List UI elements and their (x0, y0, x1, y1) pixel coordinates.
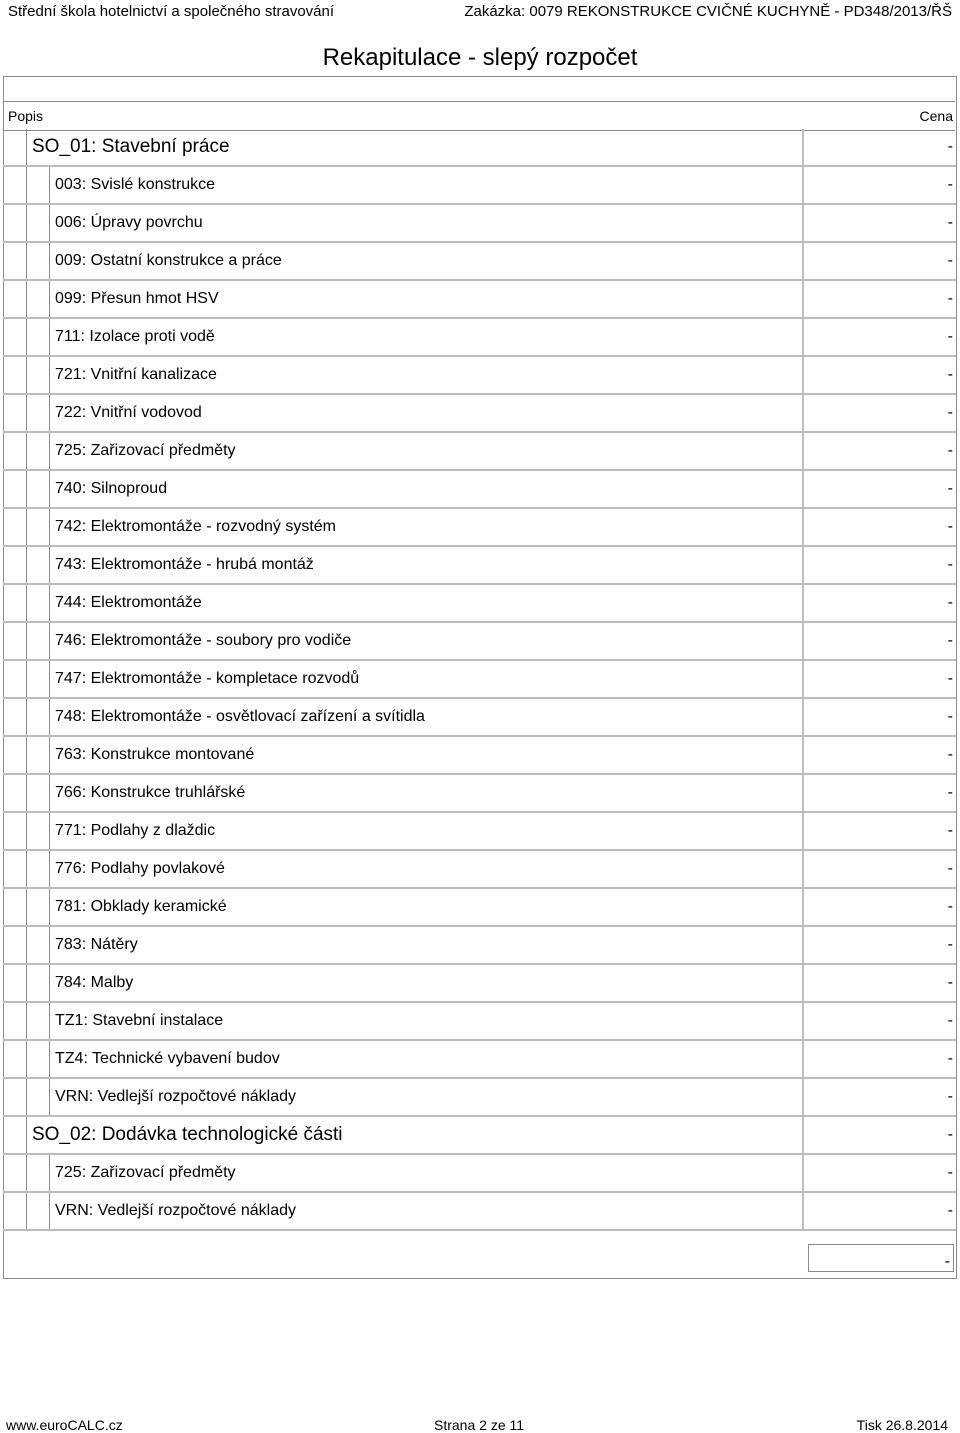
indent-divider (26, 1155, 27, 1191)
row-price: - (947, 708, 953, 725)
row-label: 763: Konstrukce montované (55, 746, 255, 763)
item-row (3, 167, 956, 205)
row-label: 743: Elektromontáže - hrubá montáž (55, 556, 314, 573)
item-row (3, 395, 956, 433)
header-order-info: Zakázka: 0079 REKONSTRUKCE CVIČNÉ KUCHYNĚ - PD348/2013/ŘŠ (464, 3, 952, 20)
item-row (3, 1193, 956, 1231)
row-price: - (947, 328, 953, 345)
total-row (3, 1239, 956, 1277)
footer-print-date: Tisk 26.8.2014 (856, 1417, 948, 1433)
row-price: - (947, 822, 953, 839)
item-row (3, 737, 956, 775)
row-label: 725: Zařizovací předměty (55, 1164, 236, 1181)
row-price: - (947, 1050, 953, 1067)
row-price: - (947, 936, 953, 953)
row-price: - (947, 290, 953, 307)
indent-divider (26, 775, 27, 811)
row-label: 771: Podlahy z dlaždic (55, 822, 216, 839)
row-label: 009: Ostatní konstrukce a práce (55, 252, 282, 269)
recap-table-body (3, 129, 956, 1231)
row-label: TZ1: Stavební instalace (55, 1012, 224, 1029)
indent-divider (26, 699, 27, 735)
table-column-header (4, 101, 955, 131)
row-price: - (947, 746, 953, 763)
section-row (3, 129, 956, 167)
row-label: 722: Vnitřní vodovod (55, 404, 202, 421)
item-row (3, 699, 956, 737)
row-price: - (947, 176, 953, 193)
indent-divider (26, 623, 27, 659)
row-price: - (947, 138, 953, 155)
row-price: - (947, 1164, 953, 1181)
row-label: 744: Elektromontáže (55, 594, 202, 611)
indent-divider (26, 167, 27, 203)
indent-divider (26, 395, 27, 431)
row-label: 784: Malby (55, 974, 134, 991)
indent-divider (26, 433, 27, 469)
item-row (3, 965, 956, 1003)
row-label: 006: Úpravy povrchu (55, 214, 203, 231)
item-row (3, 889, 956, 927)
indent-divider (26, 1079, 27, 1115)
item-row (3, 319, 956, 357)
indent-divider (26, 851, 27, 887)
row-price: - (947, 784, 953, 801)
row-price: - (947, 480, 953, 497)
row-price: - (947, 1088, 953, 1105)
row-price: - (947, 556, 953, 573)
indent-divider (26, 547, 27, 583)
item-row (3, 775, 956, 813)
row-price: - (947, 442, 953, 459)
item-row (3, 509, 956, 547)
item-row (3, 1079, 956, 1117)
indent-divider (26, 661, 27, 697)
item-row (3, 281, 956, 319)
item-row (3, 547, 956, 585)
indent-divider (26, 471, 27, 507)
row-label: 740: Silnoproud (55, 480, 168, 497)
indent-divider (26, 1193, 27, 1229)
column-header-price: Cena (919, 108, 953, 124)
total-price-box: - (808, 1244, 954, 1272)
row-price: - (947, 860, 953, 877)
row-label: 742: Elektromontáže - rozvodný systém (55, 518, 337, 535)
indent-divider (26, 205, 27, 241)
item-row (3, 205, 956, 243)
indent-divider (26, 509, 27, 545)
indent-divider (26, 319, 27, 355)
indent-divider (26, 965, 27, 1001)
row-label: TZ4: Technické vybavení budov (55, 1050, 280, 1067)
row-label: 711: Izolace proti vodě (55, 328, 215, 345)
row-price: - (947, 1202, 953, 1219)
row-label: 766: Konstrukce truhlářské (55, 784, 246, 801)
item-row (3, 1155, 956, 1193)
item-row (3, 661, 956, 699)
row-price: - (947, 632, 953, 649)
item-row (3, 585, 956, 623)
row-label: 748: Elektromontáže - osvětlovací zařízení a svítidla (55, 708, 425, 725)
indent-divider (26, 281, 27, 317)
item-row (3, 813, 956, 851)
row-price: - (947, 366, 953, 383)
row-label: SO_02: Dodávka technologické části (32, 1124, 343, 1145)
row-label: VRN: Vedlejší rozpočtové náklady (55, 1202, 297, 1219)
footer-page-number: Strana 2 ze 11 (434, 1417, 525, 1433)
row-price: - (947, 670, 953, 687)
indent-divider (26, 585, 27, 621)
indent-divider (26, 243, 27, 279)
column-header-description: Popis (8, 108, 44, 124)
indent-divider (26, 357, 27, 393)
item-row (3, 1003, 956, 1041)
footer-website[interactable]: www.euroCALC.cz (6, 1417, 123, 1433)
header-school-name: Střední škola hotelnictví a společného stravování (8, 3, 335, 20)
item-row (3, 927, 956, 965)
row-price: - (947, 974, 953, 991)
indent-divider (26, 737, 27, 773)
indent-divider (26, 889, 27, 925)
row-price: - (947, 518, 953, 535)
item-row (3, 243, 956, 281)
indent-divider (26, 927, 27, 963)
row-label: 746: Elektromontáže - soubory pro vodiče (55, 632, 352, 649)
row-label: 721: Vnitřní kanalizace (55, 366, 217, 383)
indent-divider (26, 813, 27, 849)
row-price: - (947, 1126, 953, 1143)
item-row (3, 851, 956, 889)
page-title: Rekapitulace - slepý rozpočet (322, 44, 638, 71)
indent-divider (26, 1003, 27, 1039)
row-label: 003: Svislé konstrukce (55, 176, 216, 193)
row-label: 781: Obklady keramické (55, 898, 227, 915)
item-row (3, 623, 956, 661)
row-price: - (947, 404, 953, 421)
item-row (3, 1041, 956, 1079)
item-row (3, 433, 956, 471)
item-row (3, 471, 956, 509)
row-price: - (947, 594, 953, 611)
row-label: 783: Nátěry (55, 936, 138, 953)
row-price: - (947, 1012, 953, 1029)
row-price: - (947, 252, 953, 269)
row-label: 725: Zařizovací předměty (55, 442, 236, 459)
row-label: 776: Podlahy povlakové (55, 860, 225, 877)
row-label: SO_01: Stavební práce (32, 136, 230, 157)
row-label: VRN: Vedlejší rozpočtové náklady (55, 1088, 297, 1105)
row-price: - (947, 898, 953, 915)
indent-divider (26, 1041, 27, 1077)
section-row (3, 1117, 956, 1155)
row-label: 747: Elektromontáže - kompletace rozvodů (55, 670, 360, 687)
row-price: - (947, 214, 953, 231)
row-label: 099: Přesun hmot HSV (55, 290, 219, 307)
item-row (3, 357, 956, 395)
